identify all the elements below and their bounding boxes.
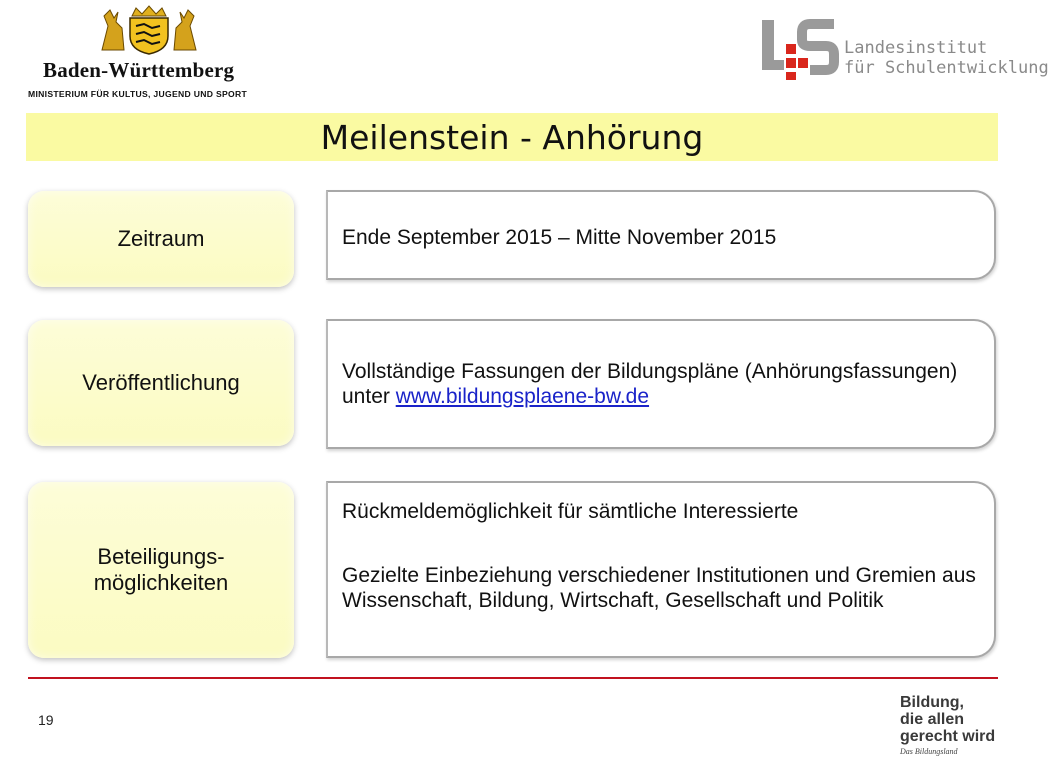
label-text: Zeitraum (117, 226, 205, 251)
bw-ministry-logo (28, 6, 248, 99)
veroeffentlichung-text (342, 359, 980, 409)
beteiligung-para-2: Gezielte Einbeziehung verschiedener Institutionen und Gremien aus Wissenschaft, Bildung, Wirtschaft, Gesellschaft und Politik (342, 564, 976, 612)
ls-logo-icon (760, 18, 838, 82)
label-line-2: möglichkeiten (93, 570, 229, 595)
content-zeitraum (326, 190, 996, 280)
label-zeitraum (28, 191, 294, 287)
ls-institute-logo (760, 18, 1049, 88)
page-number: 19 (38, 712, 54, 728)
label-veroeffentlichung (28, 320, 294, 446)
slogan-line-1: Bildung, (900, 694, 964, 711)
label-beteiligung (28, 482, 294, 658)
coat-of-arms-icon (94, 6, 204, 54)
content-beteiligung (326, 481, 996, 658)
slogan-sub: Das Bildungsland (900, 747, 958, 756)
institute-line-2: für Schulentwicklung (844, 58, 1049, 78)
slogan-line-3: gerecht wird (900, 728, 996, 745)
label-text: Veröffentlichung (82, 370, 240, 395)
footer-divider (28, 677, 998, 679)
ls-institute-name (844, 38, 1049, 78)
beteiligung-para-1: Rückmeldemöglichkeit für sämtliche Interessierte (342, 500, 799, 523)
slogan-line-2: die allen (900, 711, 965, 728)
bildungsland-logo (900, 694, 1010, 760)
state-name: Baden-Württemberg (43, 58, 235, 82)
publication-description: Vollständige Fassungen der Bildungspläne (Anhörungsfassungen) unter (342, 360, 958, 408)
institute-line-1: Landesinstitut (844, 38, 988, 58)
bildungsplaene-link[interactable]: www.bildungsplaene-bw.de (395, 385, 650, 408)
label-line-1: Beteiligungs- (97, 544, 225, 569)
content-veroeffentlichung (326, 319, 996, 449)
label-text (94, 544, 229, 596)
slide-title: Meilenstein - Anhörung (320, 118, 704, 157)
zeitraum-text: Ende September 2015 – Mitte November 2015 (342, 226, 777, 249)
title-band (26, 113, 998, 161)
ministry-name: MINISTERIUM FÜR KULTUS, JUGEND UND SPORT (28, 89, 248, 99)
